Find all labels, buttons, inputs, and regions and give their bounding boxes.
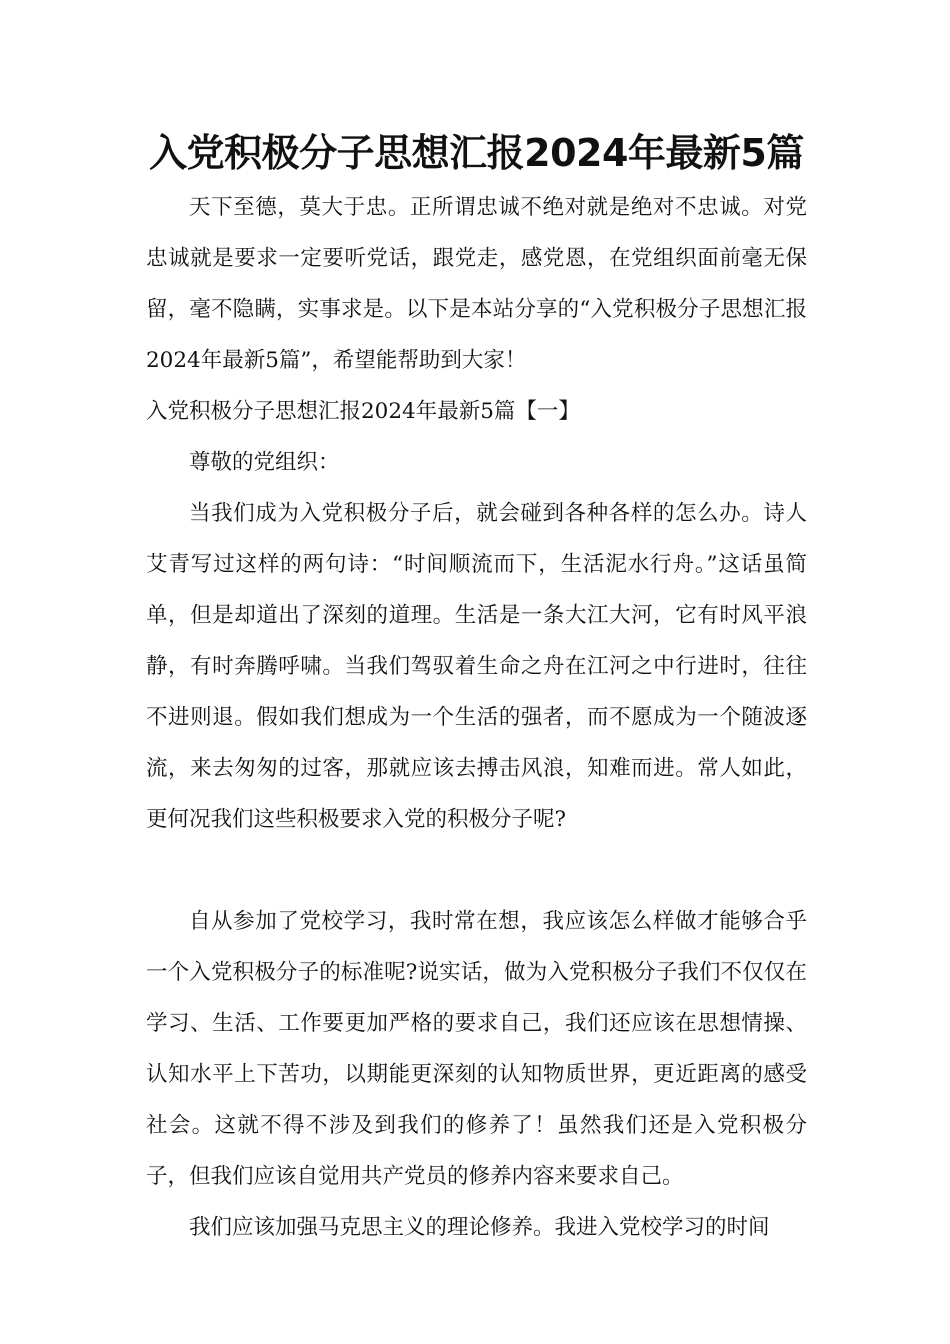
section-heading: 入党积极分子思想汇报2024年最新5篇【一】: [146, 399, 580, 424]
document-title: 入党积极分子思想汇报2024年最新5篇: [149, 131, 804, 175]
body-paragraph-2: 自从参加了党校学习，我时常在想，我应该怎么样做才能够合乎一个入党积极分子的标准呢?说实话，做为入党积极分子我们不仅仅在学习、生活、工作要更加严格的要求自己，我们还应该在思想情操、认知水平上下苦功，以期能更深刻的认知物质世界，更近距离的感受社会。这就不得不涉及到我们的修养了！虽然我们还是入党积极分子，但我们应该自觉用共产党员的修养内容来要求自己。: [146, 909, 807, 1189]
salutation: 尊敬的党组织：: [189, 450, 340, 475]
body-paragraph-1: 当我们成为入党积极分子后，就会碰到各种各样的怎么办。诗人艾青写过这样的两句诗：“时间顺流而下，生活泥水行舟。”这话虽简单，但是却道出了深刻的道理。生活是一条大江大河，它有时风平浪静，有时奔腾呼啸。当我们驾驭着生命之舟在江河之中行进时，往往不进则退。假如我们想成为一个生活的强者，而不愿成为一个随波逐流，来去匆匆的过客，那就应该去搏击风浪，知难而进。常人如此，更何况我们这些积极要求入党的积极分子呢?: [146, 501, 807, 832]
intro-paragraph: 天下至德，莫大于忠。正所谓忠诚不绝对就是绝对不忠诚。对党忠诚就是要求一定要听党话，跟党走，感党恩，在党组织面前毫无保留，毫不隐瞒，实事求是。以下是本站分享的“入党积极分子思想汇报2024年最新5篇”，希望能帮助到大家！: [146, 195, 807, 373]
paragraph-gap: [146, 845, 807, 896]
body-paragraph-3: 我们应该加强马克思主义的理论修养。我进入党校学习的时间: [189, 1215, 770, 1240]
